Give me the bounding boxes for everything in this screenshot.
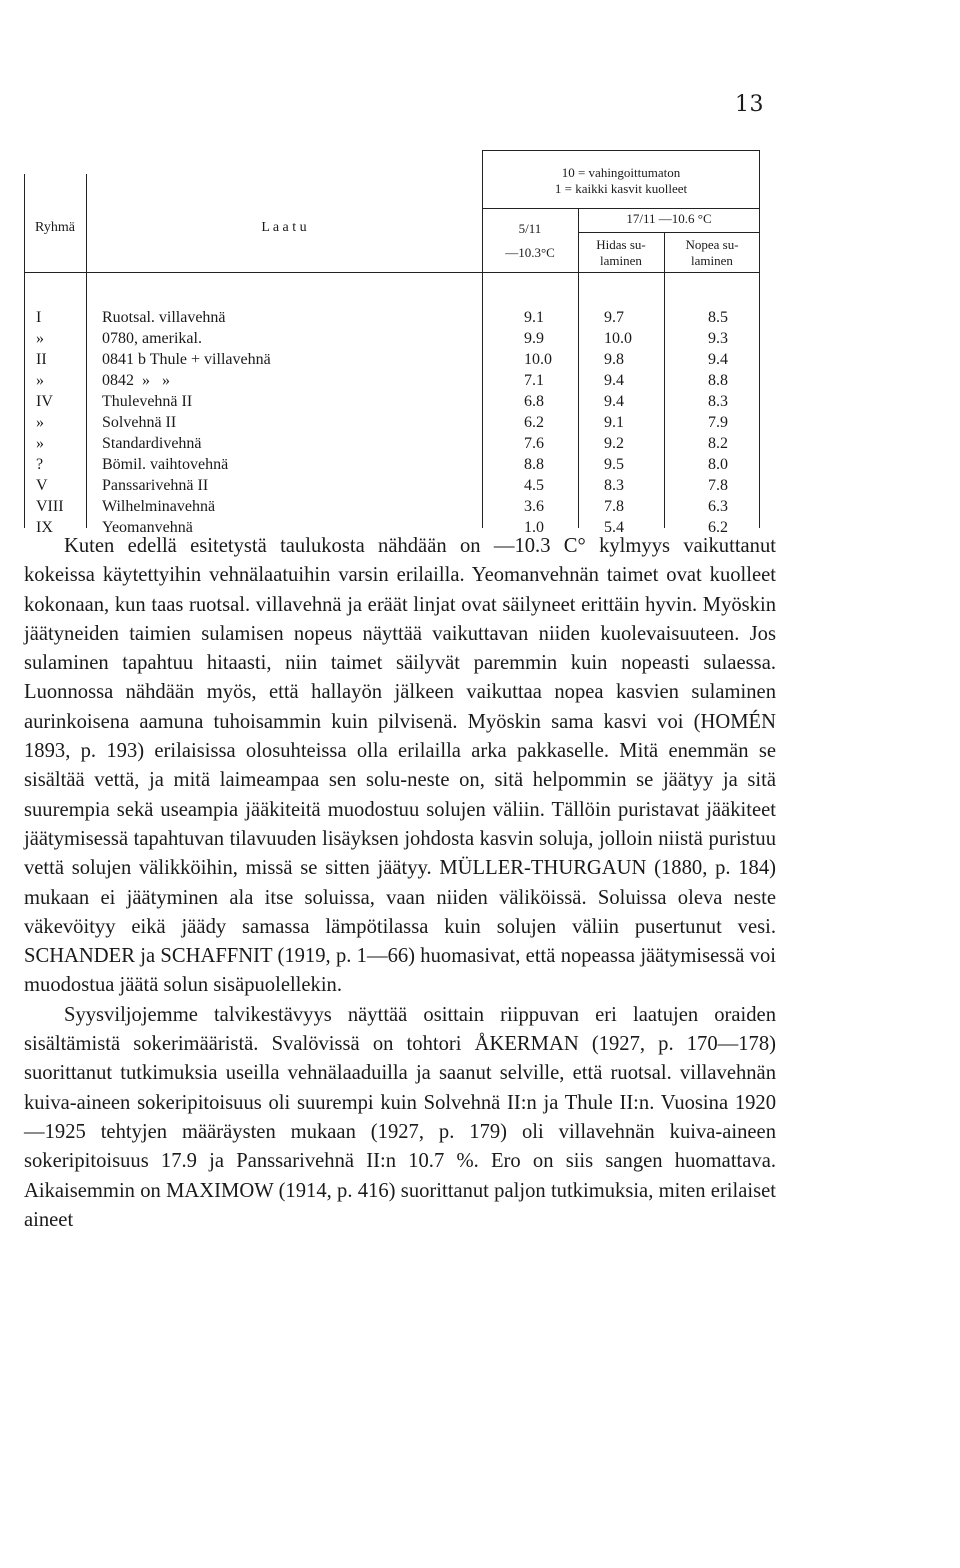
table-row xyxy=(24,329,760,351)
row-value-col1: 9.9 xyxy=(524,330,544,347)
row-value-col3: 9.3 xyxy=(708,330,728,347)
row-value-col3: 8.5 xyxy=(708,309,728,326)
row-group: » xyxy=(36,330,44,347)
row-value-col1: 6.8 xyxy=(524,393,544,410)
row-value-col3: 6.2 xyxy=(708,519,728,536)
row-value-col2: 7.8 xyxy=(604,498,624,515)
row-value-col1: 6.2 xyxy=(524,414,544,431)
page-number: 13 xyxy=(735,92,764,117)
row-variety xyxy=(102,455,480,475)
row-value-col2: 9.5 xyxy=(604,456,624,473)
row-group: I xyxy=(36,309,42,326)
row-variety-label: Thulevehnä II xyxy=(102,393,193,410)
row-group: V xyxy=(36,477,48,494)
row-value-col2: 9.7 xyxy=(604,309,624,326)
row-variety-label: Solvehnä II xyxy=(102,414,177,431)
row-variety xyxy=(102,392,480,412)
table-row xyxy=(24,350,760,372)
table-row xyxy=(24,392,760,414)
row-group: ? xyxy=(36,456,44,473)
table-row xyxy=(24,476,760,498)
row-variety xyxy=(102,413,480,433)
row-variety xyxy=(102,308,480,328)
row-value-col1: 10.0 xyxy=(524,351,552,368)
header-col1-date: 5/11 xyxy=(518,221,542,236)
row-value-col1: 3.6 xyxy=(524,498,544,515)
row-variety xyxy=(102,329,480,349)
row-value-col2: 9.4 xyxy=(604,393,624,410)
table-subheader-rule xyxy=(482,208,760,209)
body-text xyxy=(24,532,776,1235)
row-value-col2: 10.0 xyxy=(604,330,632,347)
table-row xyxy=(24,371,760,393)
row-value-col1: 9.1 xyxy=(524,309,544,326)
paragraph: Kuten edellä esitetystä taulukosta nähdään on —10.3 C° kylmyys vaikuttanut kokeissa käytettyihin vehnälaatuihin varsin erilailla. Yeomanvehnän taimet ovat kuolleet kokonaan, kun taas ruotsal. villavehnä ja eräät linjat ovat säilyneet erittäin hyvin. Myöskin jäätyneiden taimien sulamisen nopeus näyttää vaikuttavan niiden kuolevaisuuteen. Jos sulaminen tapahtuu hitaasti, niin taimet säilyvät paremmin kuin nopeasti sulaessa. Luonnossa nähdään myös, että hallayön jälkeen vaikuttaa nopea kasvien sulaminen aurinkoisena aamuna tuhoisammin kuin pilvisenä. Myöskin sama kasvi voi (HOMÉN 1893, p. 193) erilaisissa olosuhteissa olla erilailla arka pakkaselle. Mitä enemmän se sisältää vettä, ja mitä laimeampaa sen solu-neste on, sitä helpommin se jäätyy ja sitä suurempia sekä useampia jääkiteitä muodostuu solujen väliin. Tällöin puristavat jääkiteet jäätymisessä tapahtuvan tilavuuden lisäyksen johdosta kasvin soluja, jolloin niistä puristuu vettä solujen välikköihin, missä se sitten jäätyy. MÜLLER-THURGAUN (1880, p. 184) mukaan ei jäätyminen ala itse soluissa, vaan niiden väliköissä. Soluissa oleva neste väkevöityy eikä jäädy samassa lämpötilassa kuin solujen väliin pusertunut vesi. SCHANDER ja SCHAFFNIT (1919, p. 1—66) huomasivat, että nopeassa jäätymisessä voi muodostua jäätä solun sisäpuolellekin. xyxy=(24,535,776,997)
row-value-col2: 9.8 xyxy=(604,351,624,368)
row-value-col3: 6.3 xyxy=(708,498,728,515)
row-variety xyxy=(102,434,480,454)
row-group: VIII xyxy=(36,498,64,515)
row-variety-label: Yeomanvehnä xyxy=(102,519,193,536)
header-col2-line-2: laminen xyxy=(600,253,642,268)
row-value-col3: 7.8 xyxy=(708,477,728,494)
row-group: IV xyxy=(36,393,53,410)
row-variety-label: Wilhelminavehnä xyxy=(102,498,216,515)
row-group: IX xyxy=(36,519,53,536)
table-row xyxy=(24,434,760,456)
header-col23-date-temp: 17/11 —10.6 °C xyxy=(626,211,712,226)
row-value-col1: 1.0 xyxy=(524,519,544,536)
row-value-col1: 7.6 xyxy=(524,435,544,452)
row-variety-label: 0780, amerikal. xyxy=(102,330,202,347)
row-value-col3: 8.3 xyxy=(708,393,728,410)
row-variety-label: Bömil. vaihtovehnä xyxy=(102,456,229,473)
header-col1-temp: —10.3°C xyxy=(505,245,555,260)
row-value-col3: 8.8 xyxy=(708,372,728,389)
paragraph: Syysviljojemme talvikestävyys näyttää osittain riippuvan eri laatujen oraiden sisältämistä sokerimääristä. Svalövissä on tohtori ÅKERMAN (1927, p. 170—178) suorittanut tutkimuksia useilla vehnälaaduilla ja saanut selville, että ruotsal. villavehnän kuiva-aineen sokeripitoisuus oli suurempi kuin Solvehnä II:n ja Thule II:n. Vuosina 1920—1925 tehtyjen määräysten mukaan (1927, p. 179) oli villavehnän kuiva-aineen sokeripitoisuus 17.9 ja Panssarivehnä II:n 10.7 %. Ero on siis sangen huomattava. Aikaisemmin on MAXIMOW (1914, p. 416) suorittanut paljon tutkimuksia, miten erilaiset aineet xyxy=(24,1003,776,1231)
header-group: Ryhmä xyxy=(35,220,75,235)
row-variety-label: 0841 b Thule + villavehnä xyxy=(102,351,271,368)
header-scale-line-1: 10 = vahingoittumaton xyxy=(561,165,681,180)
frost-damage-table xyxy=(24,150,760,536)
row-variety xyxy=(102,476,480,496)
row-variety xyxy=(102,497,480,517)
row-value-col2: 5.4 xyxy=(604,519,624,536)
table-header-rule xyxy=(24,272,760,273)
header-col2-line-1: Hidas su- xyxy=(596,237,646,252)
row-value-col2: 9.2 xyxy=(604,435,624,452)
row-value-col2: 8.3 xyxy=(604,477,624,494)
table-subheader-rule-2 xyxy=(578,232,760,233)
row-value-col3: 8.2 xyxy=(708,435,728,452)
row-variety xyxy=(102,371,480,391)
row-group: » xyxy=(36,414,44,431)
table-row xyxy=(24,308,760,330)
row-variety-label: Ruotsal. villavehnä xyxy=(102,309,226,326)
row-group: » xyxy=(36,372,44,389)
header-scale-line-2: 1 = kaikki kasvit kuolleet xyxy=(554,181,688,196)
row-value-col1: 7.1 xyxy=(524,372,544,389)
row-value-col2: 9.1 xyxy=(604,414,624,431)
table-top-rule xyxy=(482,150,760,151)
row-group: II xyxy=(36,351,47,368)
header-col3-line-1: Nopea su- xyxy=(685,237,739,252)
row-variety-label: Panssarivehnä II xyxy=(102,477,209,494)
row-variety-label: Standardivehnä xyxy=(102,435,202,452)
header-variety: L a a t u xyxy=(261,220,307,235)
row-value-col2: 9.4 xyxy=(604,372,624,389)
table-row xyxy=(24,455,760,477)
row-value-col3: 9.4 xyxy=(708,351,728,368)
row-value-col3: 7.9 xyxy=(708,414,728,431)
row-value-col3: 8.0 xyxy=(708,456,728,473)
row-variety xyxy=(102,350,480,370)
table-row xyxy=(24,413,760,435)
table-row xyxy=(24,497,760,519)
row-value-col1: 4.5 xyxy=(524,477,544,494)
row-value-col1: 8.8 xyxy=(524,456,544,473)
row-group: » xyxy=(36,435,44,452)
row-variety-label: 0842 » » xyxy=(102,372,170,389)
header-col3-line-2: laminen xyxy=(691,253,733,268)
